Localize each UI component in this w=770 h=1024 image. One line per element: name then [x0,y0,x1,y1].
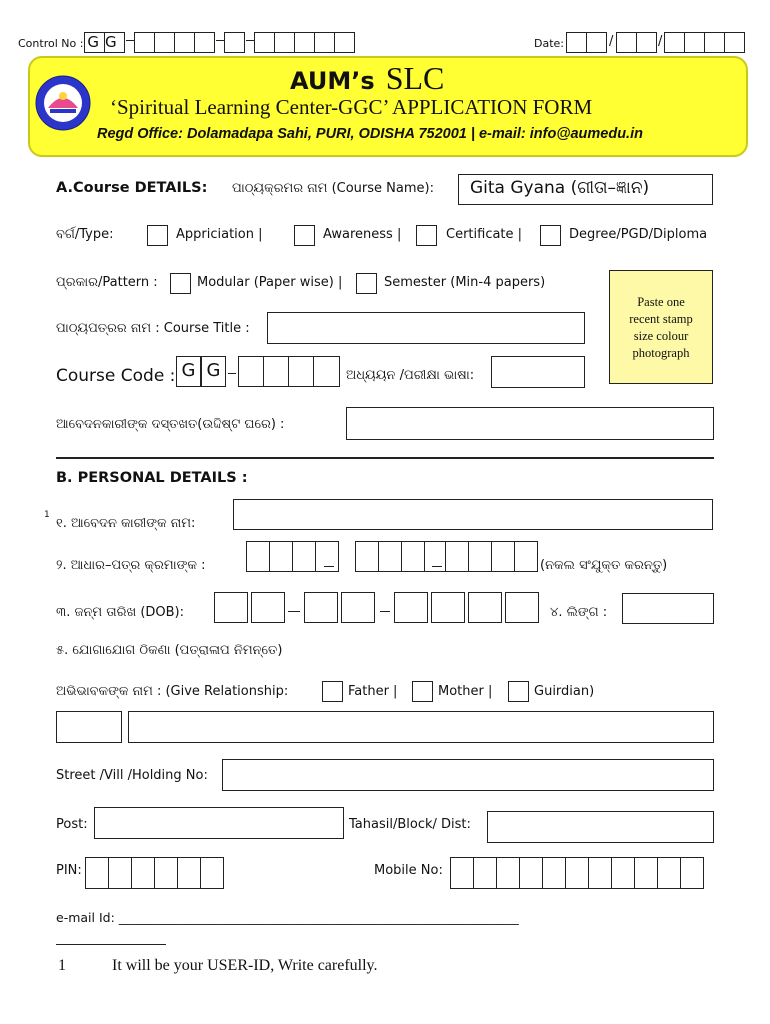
pin-label: PIN: [56,863,82,878]
language-field[interactable] [491,356,585,388]
course-code-char: G [206,360,221,381]
pattern-label: ପ୍ରକାର/Pattern : [56,275,158,290]
footnote-text: It will be your USER-ID, Write carefully. [112,957,378,974]
photo-instructions: Paste one recent stamp size colour photograph [629,295,693,360]
tahasil-field[interactable] [487,811,714,843]
type-awareness-checkbox[interactable] [294,225,315,246]
control-no-label: Control No : [18,37,84,50]
control-prefix: GG [87,33,123,51]
guardian-relationship-field[interactable] [56,711,122,743]
date-label: Date: [534,37,564,50]
guardian-father-checkbox[interactable] [322,681,343,702]
pattern-modular-checkbox[interactable] [170,273,191,294]
gender-field[interactable] [622,593,714,624]
course-name-value: Gita Gyana (ଗୀତା–ଜ୍ଞାନ) [470,178,650,198]
tahasil-label: Tahasil/Block/ Dist: [349,817,471,832]
signature-field[interactable] [346,407,714,440]
pattern-semester-checkbox[interactable] [356,273,377,294]
guardian-guardian-checkbox[interactable] [508,681,529,702]
aadhar-note: (ନକଲ ସଂଯୁକ୍ତ କରନ୍ତୁ) [540,558,668,573]
type-option: Appriciation | [176,227,263,242]
mobile-label: Mobile No: [374,863,443,878]
guardian-name-field[interactable] [128,711,714,743]
type-option: Degree/PGD/Diploma [569,227,708,242]
footnote-marker: 1 [44,510,50,520]
email-label[interactable]: e-mail Id: ________________________________________________________________ [56,910,519,925]
section-divider [56,457,714,459]
post-label: Post: [56,817,88,832]
signature-label: ଆବେଦନକାରୀଙ୍କ ଦସ୍ତଖତ(ଉଦ୍ଦିଷ୍ଟ ଘରେ) : [56,417,285,432]
footnote-number: 1 [58,957,66,974]
gender-label: ୪. ଲିଙ୍ଗ : [550,605,608,620]
section-a-heading: A.Course DETAILS: [56,180,208,196]
course-code-label: Course Code : [56,366,176,386]
guardian-label: ଅଭିଭାବକଙ୍କ ନାମ : (Give Relationship: [56,684,289,699]
banner-subtitle: ‘Spiritual Learning Center-GGC’ APPLICATION FORM [110,95,593,119]
guardian-option: Mother | [438,684,493,699]
banner-title: AUM’s SLC [290,60,445,96]
pattern-option: Modular (Paper wise) | [197,275,343,290]
guardian-option: Guirdian) [534,684,595,699]
type-label: ବର୍ଗ/Type: [56,227,114,242]
regd-office: Regd Office: Dolamadapa Sahi, PURI, ODISHA 752001 | e-mail: info@aumedu.in [97,126,643,142]
course-title-label: ପାଠ୍ୟପତ୍ରର ନାମ : Course Title : [56,321,250,336]
language-label: ଅଧ୍ୟୟନ /ପରୀକ୍ଷା ଭାଷା: [346,368,475,383]
aum-logo [34,74,92,132]
type-option: Certificate | [446,227,523,242]
footnote-rule [56,944,166,945]
section-b-heading: B. PERSONAL DETAILS : [56,470,248,486]
guardian-option: Father | [348,684,398,699]
date-separator: / [609,34,614,49]
course-title-field[interactable] [267,312,585,344]
applicant-name-field[interactable] [233,499,713,530]
course-code-char: G [181,360,196,381]
date-separator: / [658,34,663,49]
address-label: ୫. ଯୋଗାଯୋଗ ଠିକଣା (ପତ୍ରାଳାପ ନିମନ୍ତେ) [56,643,283,658]
type-degree-checkbox[interactable] [540,225,561,246]
type-certificate-checkbox[interactable] [416,225,437,246]
applicant-name-label: ୧. ଆବେଦନ କାରୀଙ୍କ ନାମ: [56,516,196,531]
course-name-label: ପାଠ୍ୟକ୍ରମର ନାମ (Course Name): [232,181,434,196]
aadhar-label: ୨. ଆଧାର–ପତ୍ର କ୍ରମାଙ୍କ : [56,558,206,573]
street-field[interactable] [222,759,714,791]
guardian-mother-checkbox[interactable] [412,681,433,702]
type-appreciation-checkbox[interactable] [147,225,168,246]
dob-label: ୩. ଜନ୍ମ ତାରିଖ (DOB): [56,605,185,620]
street-label: Street /Vill /Holding No: [56,768,208,783]
pattern-option: Semester (Min-4 papers) [384,275,546,290]
type-option: Awareness | [323,227,402,242]
post-field[interactable] [94,807,344,839]
